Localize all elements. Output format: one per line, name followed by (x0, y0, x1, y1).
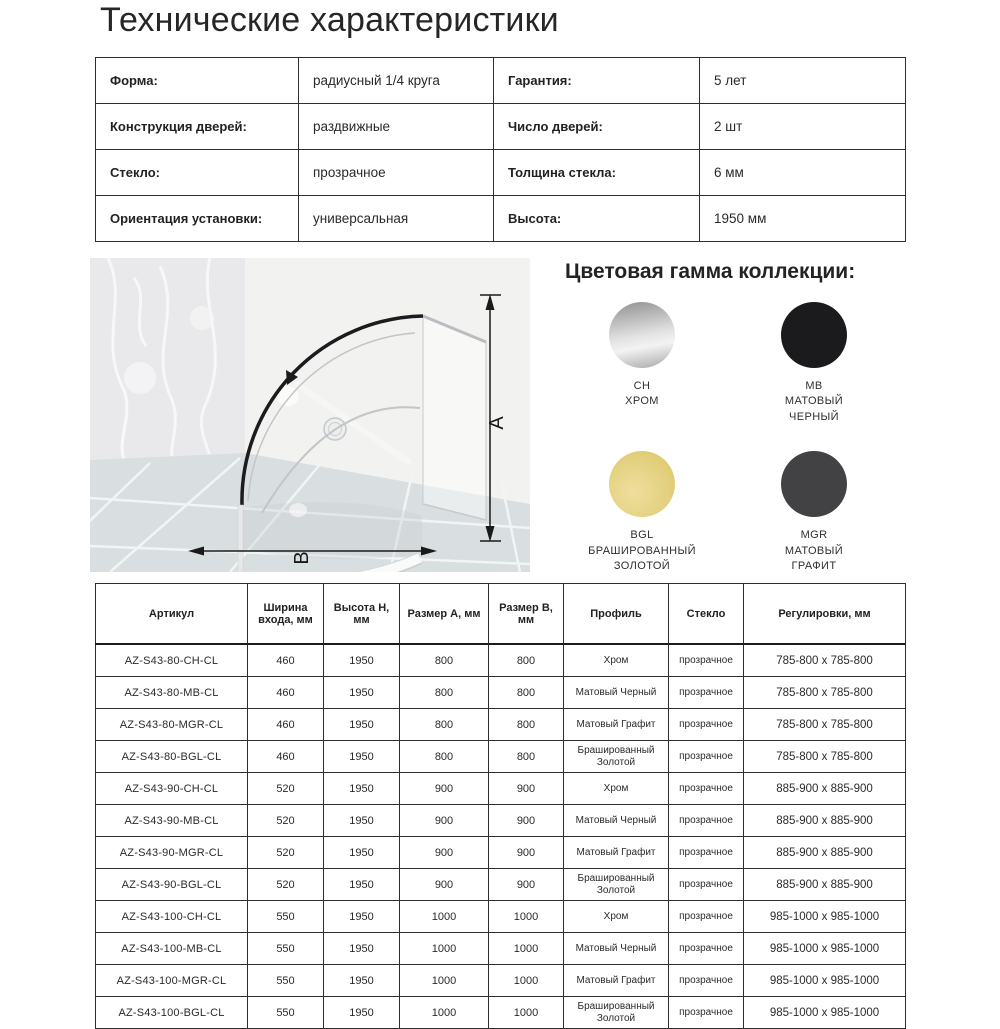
table-cell: 885-900 x 885-900 (744, 805, 906, 837)
sizes-table (95, 583, 906, 1029)
table-cell: AZ-S43-80-MB-CL (96, 677, 248, 709)
table-cell: прозрачное (669, 901, 744, 933)
table-cell: 800 (400, 677, 489, 709)
swatch-label-line: ХРОМ (625, 395, 659, 408)
spec-label: Высота: (494, 196, 700, 242)
swatch-circle-mb (781, 302, 847, 368)
swatch-label-line: ГРАФИТ (791, 559, 837, 572)
table-cell: Хром (564, 644, 669, 677)
table-row (96, 644, 906, 677)
table-cell: 1000 (489, 997, 564, 1029)
main-table-header-row (96, 584, 906, 645)
table-cell: 985-1000 x 985-1000 (744, 965, 906, 997)
table-cell: 520 (248, 837, 324, 869)
table-cell: 800 (489, 644, 564, 677)
table-row (96, 837, 906, 869)
spec-row (96, 58, 906, 104)
table-row (96, 773, 906, 805)
table-cell: 800 (400, 709, 489, 741)
swatch-label (735, 528, 893, 574)
marble-blotch (190, 306, 214, 330)
table-cell: 800 (400, 741, 489, 773)
swatch-label (563, 528, 721, 574)
main-table-body (96, 644, 906, 1029)
spec-label: Стекло: (96, 150, 299, 196)
spec-value: прозрачное (299, 150, 494, 196)
table-cell: 1950 (324, 965, 400, 997)
table-cell: Матовый Черный (564, 805, 669, 837)
swatch-circle-ch (609, 302, 675, 368)
table-cell: AZ-S43-100-BGL-CL (96, 997, 248, 1029)
table-cell: 1000 (489, 933, 564, 965)
table-cell: 900 (400, 805, 489, 837)
table-cell: 1950 (324, 677, 400, 709)
page-title: Технические характеристики (100, 1, 559, 39)
spec-value: раздвижные (299, 104, 494, 150)
table-cell: 800 (489, 677, 564, 709)
table-cell: 885-900 x 885-900 (744, 837, 906, 869)
spec-label: Число дверей: (494, 104, 700, 150)
table-cell: 800 (400, 644, 489, 677)
column-header: Профиль (564, 584, 669, 645)
table-cell: 800 (489, 741, 564, 773)
table-cell: 550 (248, 997, 324, 1029)
spec-table (95, 57, 906, 242)
spec-value: универсальная (299, 196, 494, 242)
product-diagram (90, 258, 530, 572)
spec-label: Форма: (96, 58, 299, 104)
spec-value: радиусный 1/4 круга (299, 58, 494, 104)
table-row (96, 933, 906, 965)
table-cell: AZ-S43-90-MGR-CL (96, 837, 248, 869)
table-cell: 1950 (324, 901, 400, 933)
table-cell: 785-800 x 785-800 (744, 644, 906, 677)
swatch-label-line: MB (805, 380, 823, 392)
table-cell: AZ-S43-90-MB-CL (96, 805, 248, 837)
spec-label: Ориентация установки: (96, 196, 299, 242)
table-cell: 1000 (400, 965, 489, 997)
table-cell: 460 (248, 644, 324, 677)
table-cell: 460 (248, 709, 324, 741)
column-header: Регулировки, мм (744, 584, 906, 645)
swatch-label (563, 379, 721, 410)
table-row (96, 709, 906, 741)
table-cell: 800 (489, 709, 564, 741)
table-cell: 1000 (489, 965, 564, 997)
table-cell: прозрачное (669, 741, 744, 773)
bathroom-photo (90, 258, 530, 572)
table-cell: 460 (248, 741, 324, 773)
spec-label: Конструкция дверей: (96, 104, 299, 150)
table-cell: Брашированный Золотой (564, 869, 669, 901)
swatch-ch (563, 302, 721, 425)
table-cell: Брашированный Золотой (564, 997, 669, 1029)
table-cell: AZ-S43-100-MGR-CL (96, 965, 248, 997)
table-cell: Матовый Графит (564, 709, 669, 741)
glass-side-panel (423, 316, 486, 520)
column-header: Высота H, мм (324, 584, 400, 645)
swatch-bgl (563, 451, 721, 574)
table-cell: 900 (400, 837, 489, 869)
table-cell: AZ-S43-100-CH-CL (96, 901, 248, 933)
table-cell: AZ-S43-100-MB-CL (96, 933, 248, 965)
table-row (96, 805, 906, 837)
color-palette-section (563, 260, 893, 574)
swatch-label-line: MGR (800, 529, 828, 542)
table-cell: 520 (248, 805, 324, 837)
table-cell: Матовый Графит (564, 965, 669, 997)
spec-value: 6 мм (700, 150, 906, 196)
marble-blotch (124, 362, 156, 394)
table-cell: Матовый Графит (564, 837, 669, 869)
spec-row (96, 150, 906, 196)
spec-label: Толщина стекла: (494, 150, 700, 196)
table-cell: прозрачное (669, 709, 744, 741)
table-cell: Хром (564, 773, 669, 805)
table-cell: прозрачное (669, 869, 744, 901)
table-cell: 785-800 x 785-800 (744, 709, 906, 741)
table-cell: прозрачное (669, 644, 744, 677)
table-cell: 550 (248, 965, 324, 997)
swatch-circle-mgr (781, 451, 847, 517)
table-cell: 1000 (400, 997, 489, 1029)
front-post (238, 505, 243, 572)
color-palette-title: Цветовая гамма коллекции: (565, 260, 856, 283)
table-cell: 985-1000 x 985-1000 (744, 997, 906, 1029)
table-cell: 1950 (324, 997, 400, 1029)
table-cell: 900 (489, 837, 564, 869)
table-cell: 1950 (324, 644, 400, 677)
column-header: Артикул (96, 584, 248, 645)
table-cell: прозрачное (669, 933, 744, 965)
table-cell: прозрачное (669, 805, 744, 837)
spec-value: 2 шт (700, 104, 906, 150)
table-cell: 460 (248, 677, 324, 709)
floor-highlight (289, 503, 307, 517)
spec-label: Гарантия: (494, 58, 700, 104)
swatch-label-line: CH (633, 380, 651, 392)
column-header: Размер B, мм (489, 584, 564, 645)
table-cell: 520 (248, 773, 324, 805)
table-cell: 885-900 x 885-900 (744, 869, 906, 901)
table-cell: 1950 (324, 837, 400, 869)
table-cell: 900 (489, 773, 564, 805)
table-cell: 550 (248, 901, 324, 933)
table-row (96, 677, 906, 709)
table-cell: 1950 (324, 869, 400, 901)
table-cell: прозрачное (669, 677, 744, 709)
table-cell: 1950 (324, 741, 400, 773)
swatch-label-line: МАТОВЫЙ (784, 395, 844, 408)
dimension-b-label: B (291, 551, 313, 565)
table-cell: 1000 (400, 901, 489, 933)
table-cell: прозрачное (669, 773, 744, 805)
spec-row (96, 196, 906, 242)
swatch-label-line: ЧЕРНЫЙ (789, 410, 839, 423)
table-row (96, 901, 906, 933)
spec-row (96, 104, 906, 150)
table-cell: 1950 (324, 933, 400, 965)
table-cell: AZ-S43-90-CH-CL (96, 773, 248, 805)
column-header: Ширина входа, мм (248, 584, 324, 645)
swatch-mgr (735, 451, 893, 574)
table-cell: 785-800 x 785-800 (744, 677, 906, 709)
table-cell: 900 (400, 869, 489, 901)
table-row (96, 997, 906, 1029)
swatch-label-line: МАТОВЫЙ (784, 544, 844, 557)
table-cell: Хром (564, 901, 669, 933)
table-cell: Матовый Черный (564, 933, 669, 965)
table-cell: AZ-S43-90-BGL-CL (96, 869, 248, 901)
table-cell: 900 (489, 869, 564, 901)
table-cell: 1000 (489, 901, 564, 933)
table-cell: 1950 (324, 773, 400, 805)
table-row (96, 869, 906, 901)
table-cell: 1950 (324, 805, 400, 837)
column-header: Стекло (669, 584, 744, 645)
table-cell: 1000 (400, 933, 489, 965)
table-cell: 985-1000 x 985-1000 (744, 901, 906, 933)
dimension-a-label: A (486, 416, 508, 430)
table-row (96, 965, 906, 997)
table-cell: прозрачное (669, 997, 744, 1029)
spec-table-body (96, 58, 906, 242)
table-cell: 1950 (324, 709, 400, 741)
table-cell: 520 (248, 869, 324, 901)
swatch-label-line: BGL (630, 529, 654, 542)
swatch-mb (735, 302, 893, 425)
table-cell: 550 (248, 933, 324, 965)
table-cell: прозрачное (669, 965, 744, 997)
column-header: Размер A, мм (400, 584, 489, 645)
swatch-circle-bgl (609, 451, 675, 517)
table-cell: 785-800 x 785-800 (744, 741, 906, 773)
table-cell: Брашированный Золотой (564, 741, 669, 773)
swatch-label-line: ЗОЛОТОЙ (613, 559, 671, 572)
table-row (96, 741, 906, 773)
swatch-label-line: БРАШИРОВАННЫЙ (588, 544, 696, 557)
spec-value: 5 лет (700, 58, 906, 104)
swatch-grid (563, 302, 893, 574)
table-cell: Матовый Черный (564, 677, 669, 709)
swatch-label (735, 379, 893, 425)
table-cell: 900 (400, 773, 489, 805)
table-cell: 885-900 x 885-900 (744, 773, 906, 805)
table-cell: 985-1000 x 985-1000 (744, 933, 906, 965)
table-cell: 900 (489, 805, 564, 837)
spec-value: 1950 мм (700, 196, 906, 242)
table-cell: прозрачное (669, 837, 744, 869)
table-cell: AZ-S43-80-MGR-CL (96, 709, 248, 741)
table-cell: AZ-S43-80-BGL-CL (96, 741, 248, 773)
table-cell: AZ-S43-80-CH-CL (96, 644, 248, 677)
